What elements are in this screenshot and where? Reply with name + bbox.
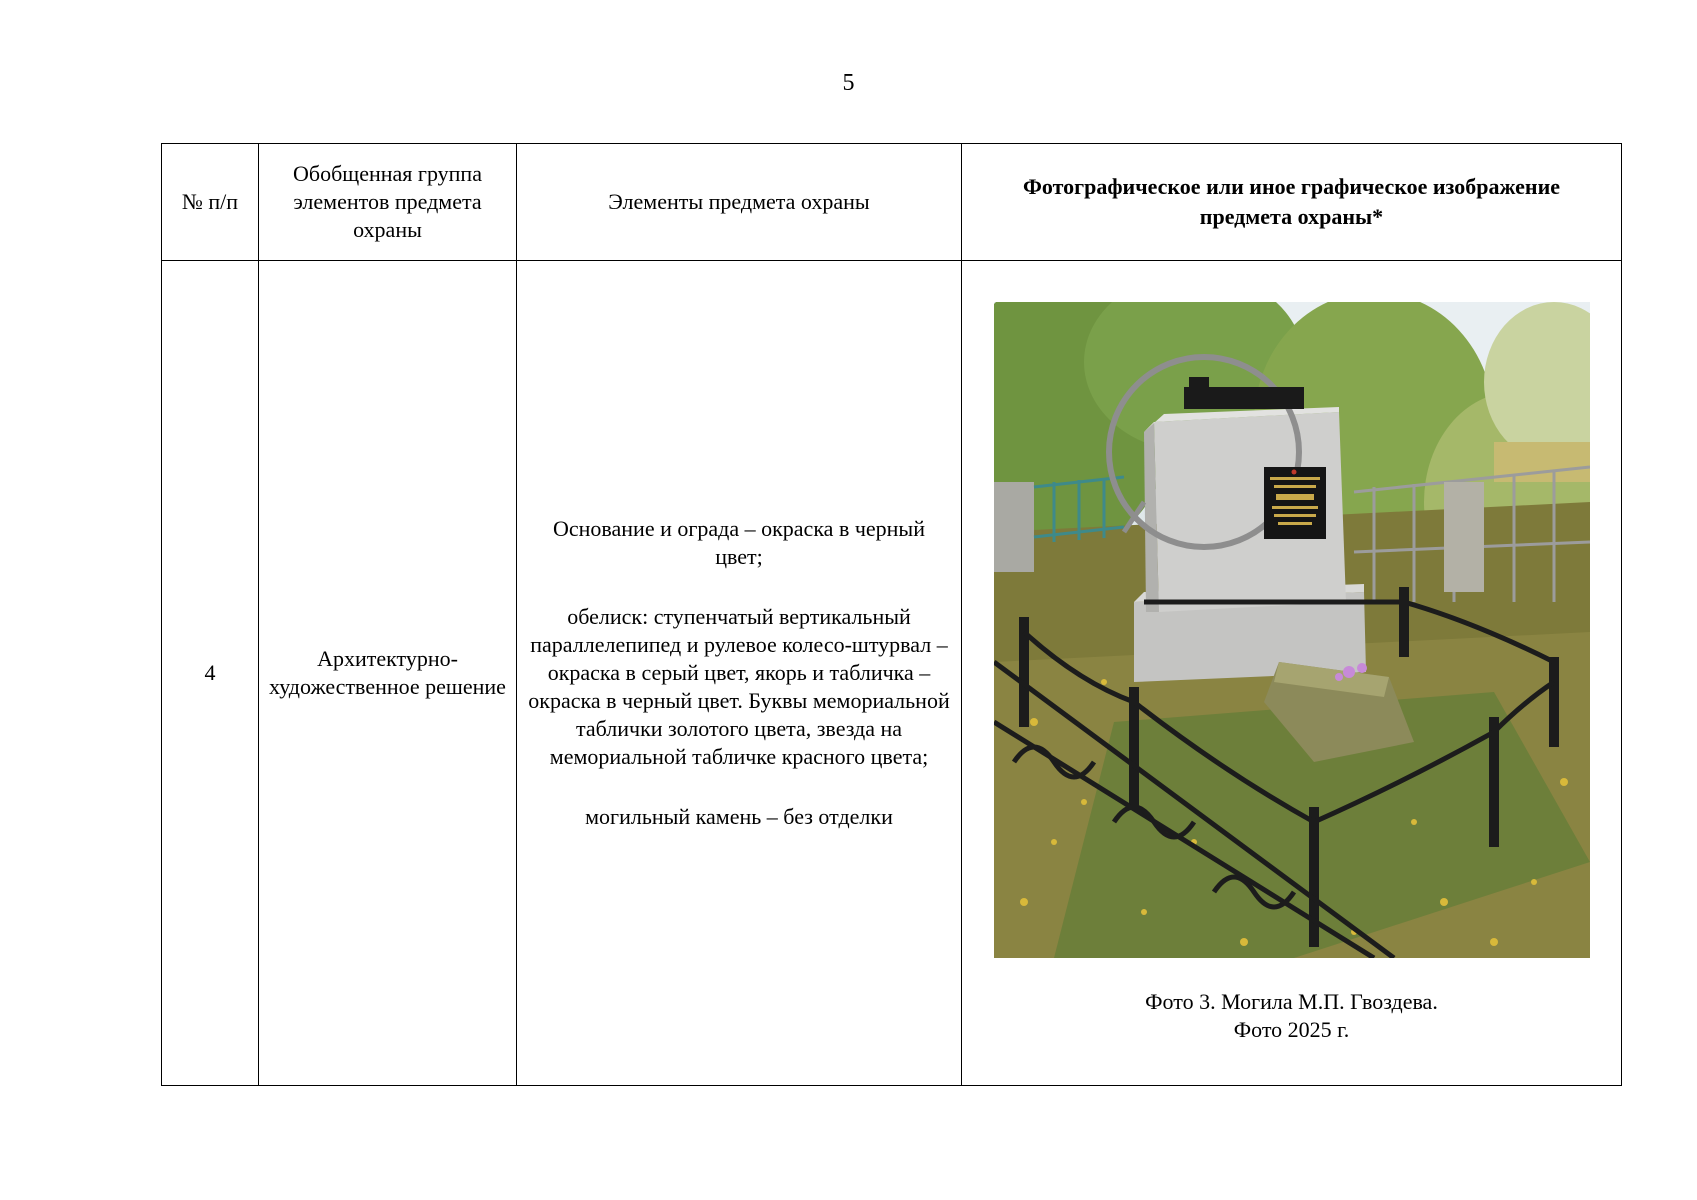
row-elements: [517, 261, 962, 1086]
header-photo: Фотографическое или иное графическое изображение предмета охраны*: [962, 144, 1622, 261]
element-paragraph: Основание и ограда – окраска в черный цвет;: [552, 516, 925, 569]
table-row: [162, 261, 1622, 1086]
photo-caption-line: Фото 3. Могила М.П. Гвоздева.: [1145, 989, 1438, 1014]
grave-photo: [994, 302, 1590, 958]
header-elements: Элементы предмета охраны: [517, 144, 962, 261]
element-paragraph: обелиск: ступенчатый вертикальный параллелепипед и рулевое колесо-штурвал – окраска в серый цвет, якорь и табличка – окраска в черный цвет. Буквы мемориальной таблички золотого цвета, звезда на мемориальной табличке красного цвета;: [528, 604, 950, 769]
row-number: 4: [162, 261, 259, 1086]
header-number: № п/п: [162, 144, 259, 261]
protection-table: [161, 143, 1622, 1086]
page-number: 5: [842, 70, 855, 96]
photo-caption: [972, 988, 1611, 1044]
grave-photo-image: [994, 302, 1590, 958]
row-group: Архитектурно-художественное решение: [259, 261, 517, 1086]
table-header-row: [162, 144, 1622, 261]
element-paragraph: могильный камень – без отделки: [585, 804, 893, 829]
photo-caption-line: Фото 2025 г.: [1233, 1017, 1350, 1042]
header-group: Обобщенная группа элементов предмета охраны: [259, 144, 517, 261]
row-photo: [962, 261, 1622, 1086]
